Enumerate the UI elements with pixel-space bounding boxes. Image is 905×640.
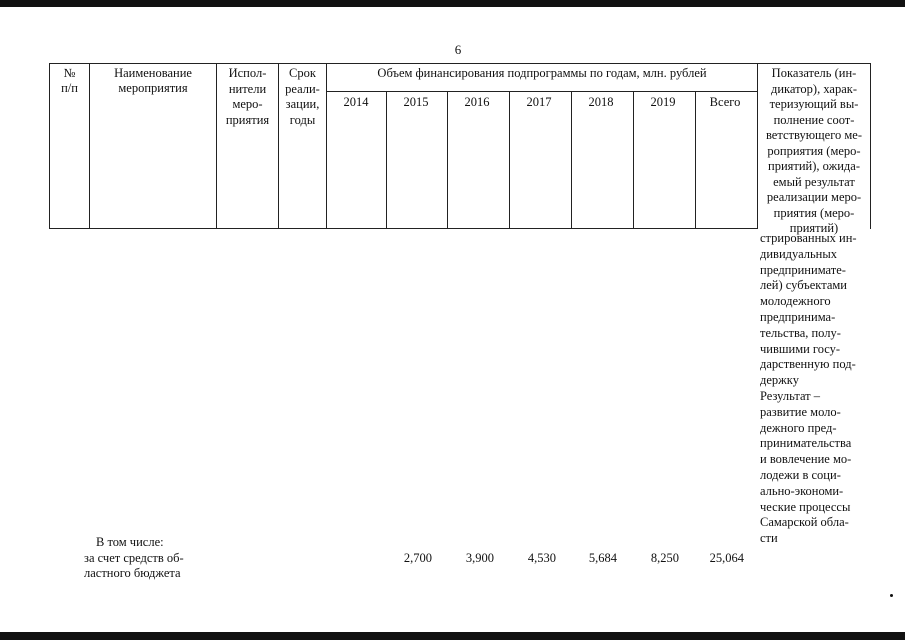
year-2017: 2017 bbox=[526, 95, 552, 109]
budget-2019: 8,250 bbox=[650, 551, 679, 565]
scan-speck bbox=[890, 594, 893, 597]
budget-total: 25,064 bbox=[709, 551, 744, 565]
header-name: Наименование мероприятия bbox=[114, 66, 192, 95]
year-2016: 2016 bbox=[464, 95, 490, 109]
budget-2015: 2,700 bbox=[403, 551, 432, 565]
year-total: Всего bbox=[709, 95, 741, 109]
header-number: № п/п bbox=[61, 66, 78, 95]
regional-budget-label: за счет средств об- ластного бюджета bbox=[84, 551, 184, 580]
year-2014: 2014 bbox=[343, 95, 369, 109]
including-label: В том числе: bbox=[96, 535, 164, 549]
year-2019: 2019 bbox=[650, 95, 676, 109]
year-2018: 2018 bbox=[588, 95, 614, 109]
top-border bbox=[0, 0, 905, 7]
year-2015: 2015 bbox=[403, 95, 429, 109]
header-indicator: Показатель (ин- дикатор), харак- теризующий вы- полнение соот- ветствующего ме- роприятия (меро- приятий), ожида- емый результат реализации меро- приятия (меро- приятий) bbox=[765, 66, 863, 235]
budget-2018: 5,684 bbox=[588, 551, 617, 565]
header-term: Срок реали- зации, годы bbox=[285, 66, 320, 127]
budget-2016: 3,900 bbox=[465, 551, 494, 565]
indicator-continued: стрированных ин- дивидуальных предпринимате- лей) субъектами молодежного предпринима- тельства, полу- чившими госу- дарственную под- держку bbox=[760, 231, 857, 388]
bottom-border bbox=[0, 632, 905, 640]
header-financing: Объем финансирования подпрограммы по годам, млн. рублей bbox=[377, 66, 707, 80]
result-text: Результат – развитие моло- дежного пред- принимательства и вовлечение мо- лодежи в соци- ально-экономи- ческие процессы Самарской обла- сти bbox=[760, 389, 852, 546]
header-executors: Испол- нители меро- приятия bbox=[225, 66, 270, 127]
page-number: 6 bbox=[454, 42, 462, 57]
budget-2017: 4,530 bbox=[527, 551, 556, 565]
